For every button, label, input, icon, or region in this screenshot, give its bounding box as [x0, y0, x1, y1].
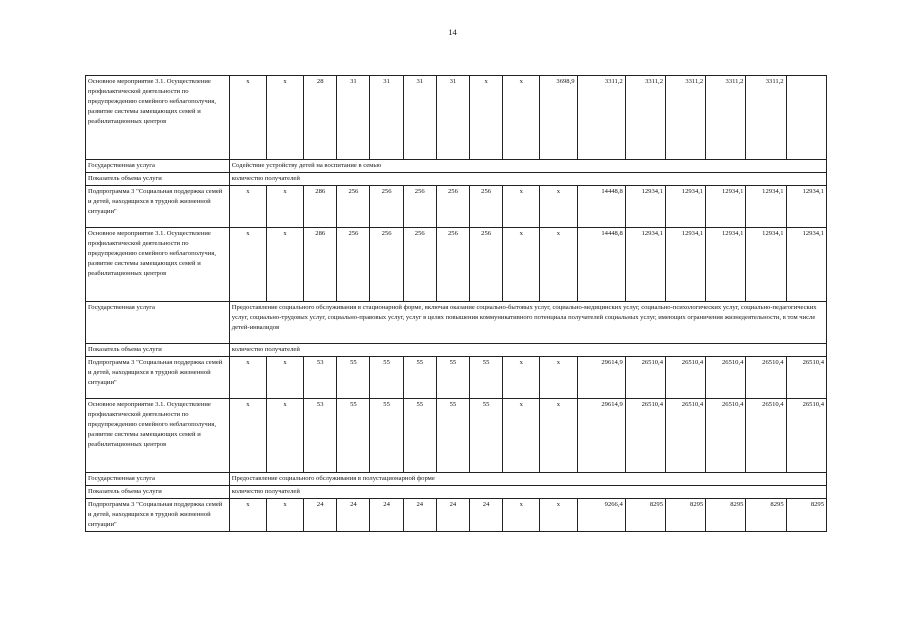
value-cell: 12934,1 — [706, 228, 746, 302]
value-cell: 9266,4 — [577, 499, 625, 532]
value-cell: x — [229, 357, 266, 399]
row-label: Показатель объема услуги — [86, 173, 230, 186]
value-cell: 8295 — [625, 499, 665, 532]
page-number: 14 — [448, 27, 457, 37]
value-cell: 31 — [337, 76, 370, 160]
value-cell: 26510,4 — [706, 399, 746, 473]
value-cell: 14448,8 — [577, 228, 625, 302]
value-cell: x — [266, 228, 303, 302]
table-row — [86, 499, 827, 532]
service-text: количество получателей — [229, 173, 826, 186]
value-cell: 26510,4 — [786, 399, 826, 473]
value-cell: 8295 — [786, 499, 826, 532]
value-cell: x — [503, 76, 540, 160]
value-cell: 3311,2 — [746, 76, 786, 160]
value-cell: 55 — [337, 357, 370, 399]
value-cell: 8295 — [666, 499, 706, 532]
value-cell: x — [470, 76, 503, 160]
value-cell: 256 — [470, 228, 503, 302]
value-cell: x — [503, 357, 540, 399]
value-cell: 8295 — [746, 499, 786, 532]
row-label: Подпрограмма 3 "Социальная поддержка семей и детей, находящихся в трудной жизненной ситуации" — [86, 186, 230, 228]
empty-cell — [786, 76, 826, 160]
table-row — [86, 399, 827, 473]
table-row — [86, 76, 827, 160]
value-cell: 3311,2 — [625, 76, 665, 160]
value-cell: 55 — [436, 357, 469, 399]
row-label: Основное мероприятие 3.1. Осуществление профилактической деятельности по предупреждению семейного неблагополучия, развитие системы замещающих семей и реабилитационных центров — [86, 399, 230, 473]
value-cell: 24 — [304, 499, 337, 532]
budget-services-table — [85, 75, 827, 532]
value-cell: 12934,1 — [666, 186, 706, 228]
value-cell: 286 — [304, 228, 337, 302]
value-cell: x — [540, 499, 577, 532]
value-cell: x — [229, 399, 266, 473]
service-text: количество получателей — [229, 344, 826, 357]
service-row — [86, 473, 827, 486]
value-cell: 24 — [337, 499, 370, 532]
value-cell: 24 — [470, 499, 503, 532]
value-cell: x — [229, 186, 266, 228]
value-cell: 12934,1 — [625, 228, 665, 302]
value-cell: x — [266, 76, 303, 160]
value-cell: 12934,1 — [666, 228, 706, 302]
value-cell: 3311,2 — [706, 76, 746, 160]
value-cell: 55 — [403, 357, 436, 399]
value-cell: 256 — [370, 228, 403, 302]
service-row — [86, 344, 827, 357]
value-cell: x — [540, 228, 577, 302]
value-cell: x — [266, 499, 303, 532]
value-cell: 55 — [436, 399, 469, 473]
value-cell: 256 — [403, 228, 436, 302]
value-cell: x — [229, 228, 266, 302]
row-label: Показатель объема услуги — [86, 486, 230, 499]
service-text: количество получателей — [229, 486, 826, 499]
value-cell: x — [229, 76, 266, 160]
value-cell: x — [266, 186, 303, 228]
value-cell: 53 — [304, 399, 337, 473]
value-cell: 31 — [436, 76, 469, 160]
value-cell: 12934,1 — [786, 228, 826, 302]
value-cell: 12934,1 — [625, 186, 665, 228]
table-row — [86, 228, 827, 302]
value-cell: 256 — [436, 228, 469, 302]
value-cell: 286 — [304, 186, 337, 228]
value-cell: 55 — [470, 357, 503, 399]
row-label: Подпрограмма 3 "Социальная поддержка семей и детей, находящихся в трудной жизненной ситуации" — [86, 357, 230, 399]
value-cell: 31 — [403, 76, 436, 160]
row-label: Подпрограмма 3 "Социальная поддержка семей и детей, находящихся в трудной жизненной ситуации" — [86, 499, 230, 532]
value-cell: 26510,4 — [666, 399, 706, 473]
value-cell: 28 — [304, 76, 337, 160]
value-cell: 24 — [403, 499, 436, 532]
value-cell: x — [266, 399, 303, 473]
value-cell: 256 — [470, 186, 503, 228]
value-cell: 24 — [370, 499, 403, 532]
value-cell: 12934,1 — [706, 186, 746, 228]
value-cell: 14448,8 — [577, 186, 625, 228]
row-label: Основное мероприятие 3.1. Осуществление профилактической деятельности по предупреждению семейного неблагополучия, развитие системы замещающих семей и реабилитационных центров — [86, 228, 230, 302]
value-cell: 26510,4 — [625, 399, 665, 473]
value-cell: x — [503, 399, 540, 473]
value-cell: 31 — [370, 76, 403, 160]
value-cell: 12934,1 — [786, 186, 826, 228]
table-row — [86, 186, 827, 228]
value-cell: 256 — [337, 186, 370, 228]
value-cell: x — [540, 357, 577, 399]
table-row — [86, 357, 827, 399]
value-cell: 55 — [337, 399, 370, 473]
value-cell: x — [503, 186, 540, 228]
service-row — [86, 302, 827, 344]
value-cell: 12934,1 — [746, 186, 786, 228]
value-cell: x — [503, 228, 540, 302]
value-cell: 55 — [403, 399, 436, 473]
value-cell: 3311,2 — [577, 76, 625, 160]
value-cell: 29614,9 — [577, 399, 625, 473]
value-cell: 26510,4 — [625, 357, 665, 399]
value-cell: x — [540, 186, 577, 228]
value-cell: 256 — [370, 186, 403, 228]
value-cell: x — [503, 499, 540, 532]
value-cell: 26510,4 — [746, 357, 786, 399]
value-cell: 256 — [337, 228, 370, 302]
row-label: Показатель объема услуги — [86, 344, 230, 357]
value-cell: 55 — [370, 399, 403, 473]
value-cell: 256 — [436, 186, 469, 228]
row-label: Государственная услуга — [86, 473, 230, 486]
value-cell: 26510,4 — [666, 357, 706, 399]
service-text: Предоставление социального обслуживания в стационарной форме, включая оказание социально-бытовых услуг, социально-медицинских услуг, социально-психологических услуг, социально-педагогических услуг, социально-трудовых услуг, социально-правовых услуг, услуг в целях повышения коммуникативного потенциала получателей социальных услуг, имеющих ограничения жизнедеятельности, в том числе детей-инвалидов — [229, 302, 826, 344]
value-cell: 3311,2 — [666, 76, 706, 160]
service-row — [86, 486, 827, 499]
value-cell: x — [266, 357, 303, 399]
value-cell: 24 — [436, 499, 469, 532]
value-cell: 8295 — [706, 499, 746, 532]
service-row — [86, 173, 827, 186]
value-cell: 55 — [470, 399, 503, 473]
service-text: Содействие устройству детей на воспитание в семью — [229, 160, 826, 173]
value-cell: 12934,1 — [746, 228, 786, 302]
service-row — [86, 160, 827, 173]
value-cell: 26510,4 — [746, 399, 786, 473]
value-cell: 26510,4 — [786, 357, 826, 399]
value-cell: 29614,9 — [577, 357, 625, 399]
value-cell: 3698,9 — [540, 76, 577, 160]
value-cell: x — [540, 399, 577, 473]
row-label: Государственная услуга — [86, 302, 230, 344]
value-cell: x — [229, 499, 266, 532]
value-cell: 53 — [304, 357, 337, 399]
value-cell: 256 — [403, 186, 436, 228]
value-cell: 55 — [370, 357, 403, 399]
value-cell: 26510,4 — [706, 357, 746, 399]
service-text: Предоставление социального обслуживания в полустационарной форме — [229, 473, 826, 486]
row-label: Основное мероприятие 3.1. Осуществление профилактической деятельности по предупреждению семейного неблагополучия, развитие системы замещающих семей и реабилитационных центров — [86, 76, 230, 160]
row-label: Государственная услуга — [86, 160, 230, 173]
